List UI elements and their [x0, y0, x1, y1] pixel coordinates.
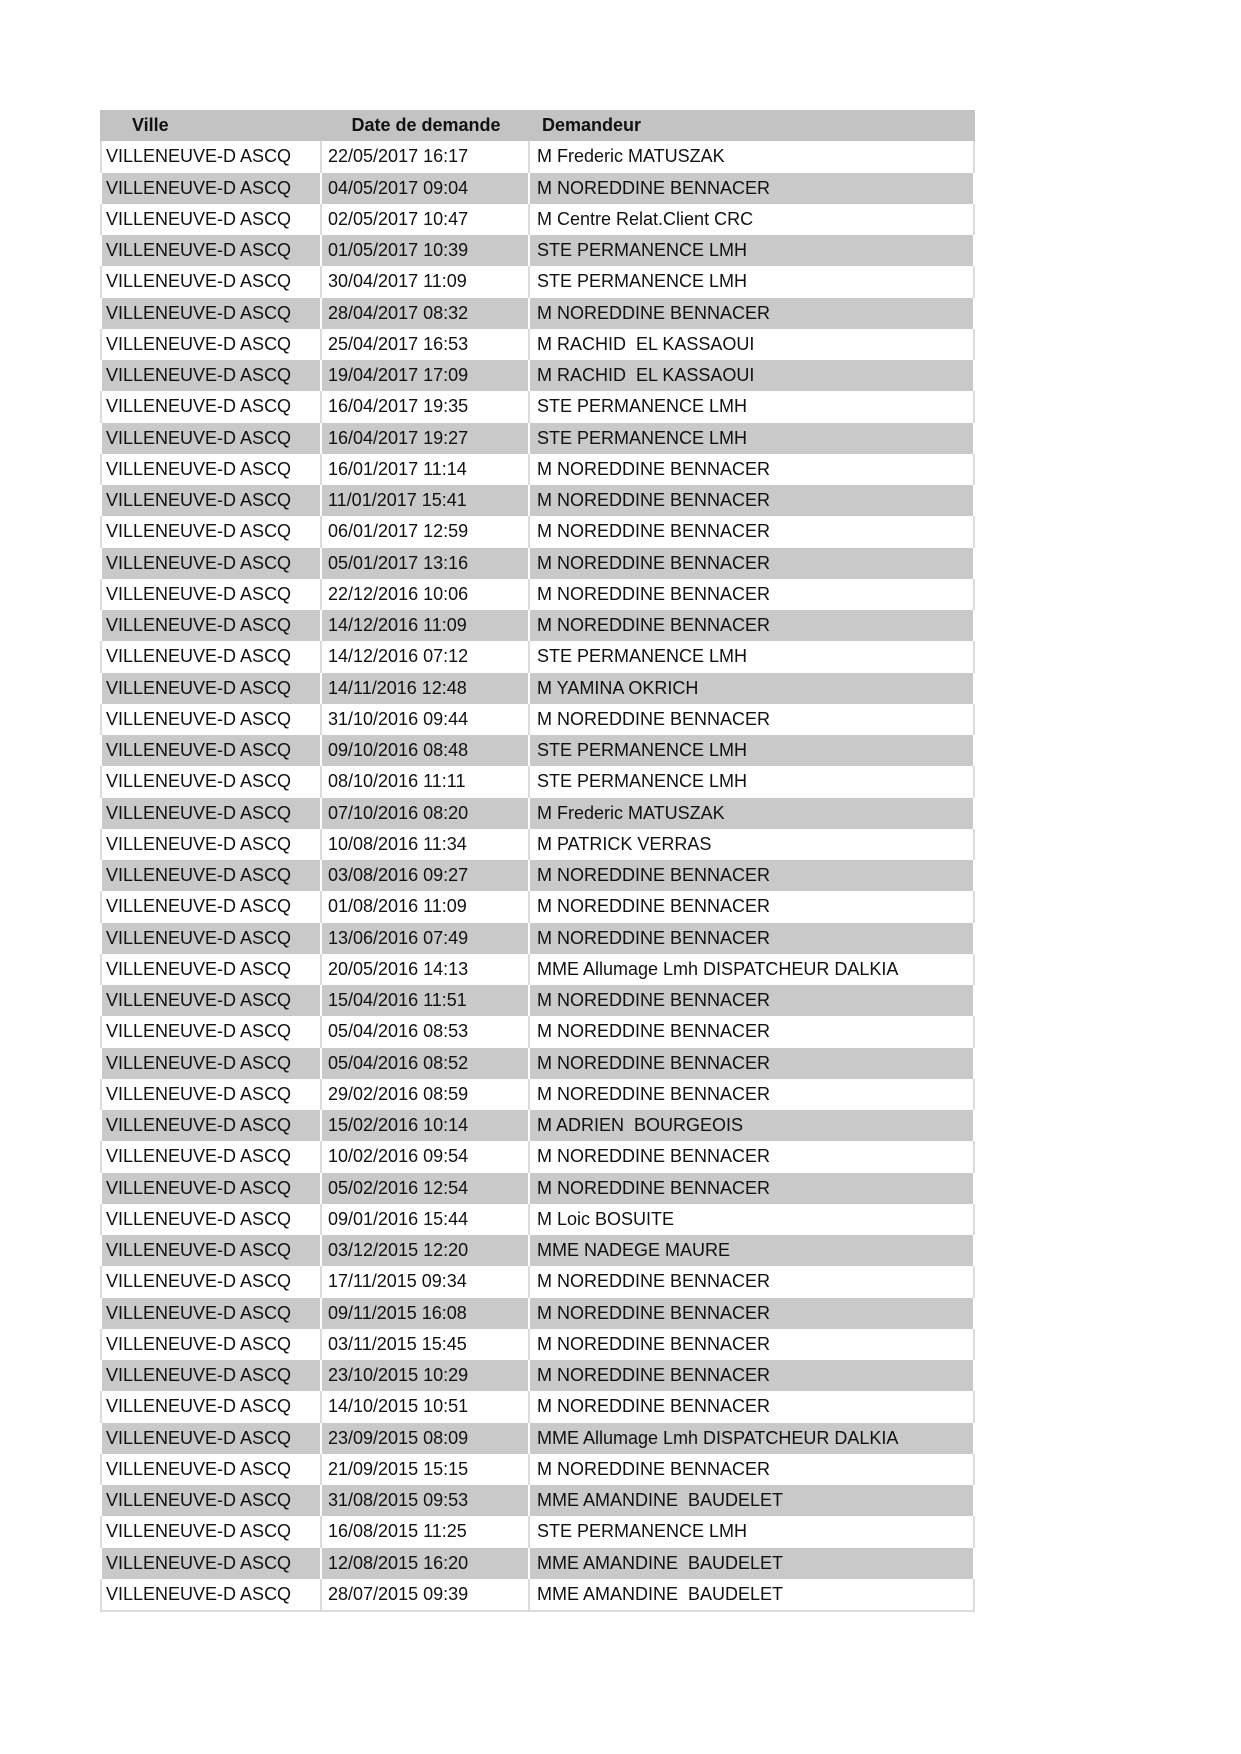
cell-ville: VILLENEUVE-D ASCQ — [100, 485, 322, 516]
cell-demandeur: MME NADEGE MAURE — [530, 1235, 975, 1266]
cell-date: 14/12/2016 07:12 — [322, 641, 530, 672]
cell-ville: VILLENEUVE-D ASCQ — [100, 1579, 322, 1612]
table-row — [100, 173, 975, 204]
cell-date: 16/08/2015 11:25 — [322, 1516, 530, 1547]
table-row — [100, 891, 975, 922]
table-row — [100, 1048, 975, 1079]
cell-date: 11/01/2017 15:41 — [322, 485, 530, 516]
cell-ville: VILLENEUVE-D ASCQ — [100, 1079, 322, 1110]
table-row — [100, 360, 975, 391]
cell-ville: VILLENEUVE-D ASCQ — [100, 360, 322, 391]
table-row — [100, 1485, 975, 1516]
cell-demandeur: M NOREDDINE BENNACER — [530, 485, 975, 516]
table-row — [100, 1360, 975, 1391]
cell-date: 14/12/2016 11:09 — [322, 610, 530, 641]
cell-demandeur: M YAMINA OKRICH — [530, 673, 975, 704]
cell-date: 23/10/2015 10:29 — [322, 1360, 530, 1391]
cell-ville: VILLENEUVE-D ASCQ — [100, 1298, 322, 1329]
cell-demandeur: M PATRICK VERRAS — [530, 829, 975, 860]
cell-demandeur: MME Allumage Lmh DISPATCHEUR DALKIA — [530, 954, 975, 985]
table-row — [100, 1235, 975, 1266]
cell-ville: VILLENEUVE-D ASCQ — [100, 1548, 322, 1579]
table-row — [100, 329, 975, 360]
cell-date: 15/02/2016 10:14 — [322, 1110, 530, 1141]
cell-demandeur: MME AMANDINE BAUDELET — [530, 1548, 975, 1579]
cell-ville: VILLENEUVE-D ASCQ — [100, 1204, 322, 1235]
cell-date: 05/02/2016 12:54 — [322, 1173, 530, 1204]
cell-date: 09/11/2015 16:08 — [322, 1298, 530, 1329]
table-row — [100, 266, 975, 297]
table-row — [100, 454, 975, 485]
cell-demandeur: M RACHID EL KASSAOUI — [530, 360, 975, 391]
cell-date: 30/04/2017 11:09 — [322, 266, 530, 297]
cell-ville: VILLENEUVE-D ASCQ — [100, 1110, 322, 1141]
cell-demandeur: STE PERMANENCE LMH — [530, 235, 975, 266]
cell-ville: VILLENEUVE-D ASCQ — [100, 1516, 322, 1547]
table-row — [100, 1391, 975, 1422]
table-row — [100, 673, 975, 704]
table-row — [100, 141, 975, 172]
table-row — [100, 579, 975, 610]
cell-date: 02/05/2017 10:47 — [322, 204, 530, 235]
cell-ville: VILLENEUVE-D ASCQ — [100, 266, 322, 297]
cell-ville: VILLENEUVE-D ASCQ — [100, 298, 322, 329]
cell-ville: VILLENEUVE-D ASCQ — [100, 829, 322, 860]
table-row — [100, 704, 975, 735]
table-row — [100, 516, 975, 547]
cell-demandeur: M NOREDDINE BENNACER — [530, 891, 975, 922]
cell-ville: VILLENEUVE-D ASCQ — [100, 329, 322, 360]
cell-date: 03/08/2016 09:27 — [322, 860, 530, 891]
cell-ville: VILLENEUVE-D ASCQ — [100, 516, 322, 547]
table-row — [100, 1266, 975, 1297]
cell-ville: VILLENEUVE-D ASCQ — [100, 1423, 322, 1454]
cell-ville: VILLENEUVE-D ASCQ — [100, 454, 322, 485]
cell-demandeur: M NOREDDINE BENNACER — [530, 298, 975, 329]
cell-date: 31/10/2016 09:44 — [322, 704, 530, 735]
cell-ville: VILLENEUVE-D ASCQ — [100, 1235, 322, 1266]
cell-date: 16/01/2017 11:14 — [322, 454, 530, 485]
table-row — [100, 1423, 975, 1454]
cell-ville: VILLENEUVE-D ASCQ — [100, 985, 322, 1016]
cell-date: 10/02/2016 09:54 — [322, 1141, 530, 1172]
cell-ville: VILLENEUVE-D ASCQ — [100, 1173, 322, 1204]
cell-demandeur: M NOREDDINE BENNACER — [530, 1173, 975, 1204]
cell-ville: VILLENEUVE-D ASCQ — [100, 579, 322, 610]
cell-date: 08/10/2016 11:11 — [322, 766, 530, 797]
cell-date: 16/04/2017 19:35 — [322, 391, 530, 422]
cell-demandeur: M NOREDDINE BENNACER — [530, 610, 975, 641]
cell-ville: VILLENEUVE-D ASCQ — [100, 1360, 322, 1391]
table-row — [100, 423, 975, 454]
table-row — [100, 610, 975, 641]
table-row — [100, 1016, 975, 1047]
cell-demandeur: M NOREDDINE BENNACER — [530, 1298, 975, 1329]
cell-demandeur: M Loic BOSUITE — [530, 1204, 975, 1235]
cell-ville: VILLENEUVE-D ASCQ — [100, 954, 322, 985]
cell-date: 12/08/2015 16:20 — [322, 1548, 530, 1579]
cell-demandeur: M RACHID EL KASSAOUI — [530, 329, 975, 360]
cell-date: 17/11/2015 09:34 — [322, 1266, 530, 1297]
table-row — [100, 1079, 975, 1110]
table-row — [100, 1110, 975, 1141]
col-header-ville: Ville — [100, 110, 322, 141]
cell-date: 22/05/2017 16:17 — [322, 141, 530, 172]
cell-date: 21/09/2015 15:15 — [322, 1454, 530, 1485]
cell-demandeur: STE PERMANENCE LMH — [530, 1516, 975, 1547]
cell-date: 03/11/2015 15:45 — [322, 1329, 530, 1360]
table-row — [100, 1516, 975, 1547]
table-row — [100, 548, 975, 579]
cell-demandeur: STE PERMANENCE LMH — [530, 266, 975, 297]
cell-date: 09/10/2016 08:48 — [322, 735, 530, 766]
cell-demandeur: M NOREDDINE BENNACER — [530, 1266, 975, 1297]
table-row — [100, 1298, 975, 1329]
cell-demandeur: M NOREDDINE BENNACER — [530, 173, 975, 204]
cell-ville: VILLENEUVE-D ASCQ — [100, 204, 322, 235]
col-header-demandeur: Demandeur — [530, 110, 975, 141]
cell-ville: VILLENEUVE-D ASCQ — [100, 141, 322, 172]
table-row — [100, 798, 975, 829]
cell-demandeur: M NOREDDINE BENNACER — [530, 985, 975, 1016]
cell-date: 01/05/2017 10:39 — [322, 235, 530, 266]
table-row — [100, 1329, 975, 1360]
cell-ville: VILLENEUVE-D ASCQ — [100, 704, 322, 735]
table-row — [100, 1579, 975, 1612]
cell-demandeur: M NOREDDINE BENNACER — [530, 579, 975, 610]
cell-demandeur: M Frederic MATUSZAK — [530, 798, 975, 829]
cell-demandeur: M ADRIEN BOURGEOIS — [530, 1110, 975, 1141]
cell-demandeur: STE PERMANENCE LMH — [530, 641, 975, 672]
cell-date: 31/08/2015 09:53 — [322, 1485, 530, 1516]
cell-demandeur: M NOREDDINE BENNACER — [530, 548, 975, 579]
cell-date: 10/08/2016 11:34 — [322, 829, 530, 860]
cell-ville: VILLENEUVE-D ASCQ — [100, 1141, 322, 1172]
cell-date: 15/04/2016 11:51 — [322, 985, 530, 1016]
table-row — [100, 1204, 975, 1235]
cell-demandeur: M NOREDDINE BENNACER — [530, 1016, 975, 1047]
table-row — [100, 235, 975, 266]
table-row — [100, 954, 975, 985]
cell-date: 04/05/2017 09:04 — [322, 173, 530, 204]
cell-date: 05/04/2016 08:52 — [322, 1048, 530, 1079]
cell-demandeur: M NOREDDINE BENNACER — [530, 1329, 975, 1360]
cell-ville: VILLENEUVE-D ASCQ — [100, 641, 322, 672]
table-row — [100, 735, 975, 766]
cell-date: 29/02/2016 08:59 — [322, 1079, 530, 1110]
cell-date: 14/11/2016 12:48 — [322, 673, 530, 704]
cell-date: 07/10/2016 08:20 — [322, 798, 530, 829]
cell-ville: VILLENEUVE-D ASCQ — [100, 1485, 322, 1516]
cell-date: 14/10/2015 10:51 — [322, 1391, 530, 1422]
cell-demandeur: M NOREDDINE BENNACER — [530, 1079, 975, 1110]
cell-ville: VILLENEUVE-D ASCQ — [100, 173, 322, 204]
table-row — [100, 829, 975, 860]
cell-ville: VILLENEUVE-D ASCQ — [100, 423, 322, 454]
cell-date: 05/01/2017 13:16 — [322, 548, 530, 579]
cell-demandeur: STE PERMANENCE LMH — [530, 391, 975, 422]
cell-date: 25/04/2017 16:53 — [322, 329, 530, 360]
cell-demandeur: M Frederic MATUSZAK — [530, 141, 975, 172]
cell-ville: VILLENEUVE-D ASCQ — [100, 766, 322, 797]
cell-ville: VILLENEUVE-D ASCQ — [100, 1454, 322, 1485]
table-row — [100, 985, 975, 1016]
cell-ville: VILLENEUVE-D ASCQ — [100, 548, 322, 579]
cell-date: 28/07/2015 09:39 — [322, 1579, 530, 1612]
cell-ville: VILLENEUVE-D ASCQ — [100, 798, 322, 829]
cell-date: 06/01/2017 12:59 — [322, 516, 530, 547]
cell-ville: VILLENEUVE-D ASCQ — [100, 923, 322, 954]
cell-demandeur: M NOREDDINE BENNACER — [530, 516, 975, 547]
table-row — [100, 1141, 975, 1172]
table-row — [100, 485, 975, 516]
cell-date: 03/12/2015 12:20 — [322, 1235, 530, 1266]
cell-demandeur: MME AMANDINE BAUDELET — [530, 1579, 975, 1612]
cell-demandeur: M NOREDDINE BENNACER — [530, 1048, 975, 1079]
cell-ville: VILLENEUVE-D ASCQ — [100, 673, 322, 704]
table-row — [100, 1173, 975, 1204]
cell-demandeur: M NOREDDINE BENNACER — [530, 1141, 975, 1172]
cell-ville: VILLENEUVE-D ASCQ — [100, 1016, 322, 1047]
cell-demandeur: M Centre Relat.Client CRC — [530, 204, 975, 235]
cell-date: 09/01/2016 15:44 — [322, 1204, 530, 1235]
cell-ville: VILLENEUVE-D ASCQ — [100, 735, 322, 766]
table-row — [100, 298, 975, 329]
table-row — [100, 923, 975, 954]
cell-demandeur: M NOREDDINE BENNACER — [530, 704, 975, 735]
cell-date: 22/12/2016 10:06 — [322, 579, 530, 610]
cell-ville: VILLENEUVE-D ASCQ — [100, 235, 322, 266]
cell-ville: VILLENEUVE-D ASCQ — [100, 860, 322, 891]
cell-demandeur: M NOREDDINE BENNACER — [530, 860, 975, 891]
cell-ville: VILLENEUVE-D ASCQ — [100, 391, 322, 422]
col-header-date: Date de demande — [322, 110, 530, 141]
table-row — [100, 204, 975, 235]
cell-ville: VILLENEUVE-D ASCQ — [100, 610, 322, 641]
table-body — [100, 141, 975, 1612]
table-row — [100, 1454, 975, 1485]
table-row — [100, 1548, 975, 1579]
cell-demandeur: STE PERMANENCE LMH — [530, 766, 975, 797]
header-row — [100, 110, 975, 141]
cell-demandeur: MME AMANDINE BAUDELET — [530, 1485, 975, 1516]
spreadsheet-page — [100, 110, 975, 1612]
cell-date: 01/08/2016 11:09 — [322, 891, 530, 922]
table-row — [100, 860, 975, 891]
table-row — [100, 641, 975, 672]
cell-demandeur: M NOREDDINE BENNACER — [530, 1391, 975, 1422]
cell-ville: VILLENEUVE-D ASCQ — [100, 1329, 322, 1360]
cell-date: 28/04/2017 08:32 — [322, 298, 530, 329]
cell-demandeur: M NOREDDINE BENNACER — [530, 454, 975, 485]
cell-ville: VILLENEUVE-D ASCQ — [100, 1048, 322, 1079]
cell-demandeur: MME Allumage Lmh DISPATCHEUR DALKIA — [530, 1423, 975, 1454]
cell-ville: VILLENEUVE-D ASCQ — [100, 1266, 322, 1297]
cell-date: 19/04/2017 17:09 — [322, 360, 530, 391]
cell-demandeur: M NOREDDINE BENNACER — [530, 923, 975, 954]
table-row — [100, 766, 975, 797]
cell-demandeur: STE PERMANENCE LMH — [530, 423, 975, 454]
cell-demandeur: STE PERMANENCE LMH — [530, 735, 975, 766]
cell-ville: VILLENEUVE-D ASCQ — [100, 1391, 322, 1422]
cell-demandeur: M NOREDDINE BENNACER — [530, 1454, 975, 1485]
cell-date: 20/05/2016 14:13 — [322, 954, 530, 985]
cell-date: 13/06/2016 07:49 — [322, 923, 530, 954]
cell-demandeur: M NOREDDINE BENNACER — [530, 1360, 975, 1391]
cell-date: 23/09/2015 08:09 — [322, 1423, 530, 1454]
requests-table — [100, 110, 975, 1612]
cell-ville: VILLENEUVE-D ASCQ — [100, 891, 322, 922]
cell-date: 16/04/2017 19:27 — [322, 423, 530, 454]
cell-date: 05/04/2016 08:53 — [322, 1016, 530, 1047]
table-row — [100, 391, 975, 422]
